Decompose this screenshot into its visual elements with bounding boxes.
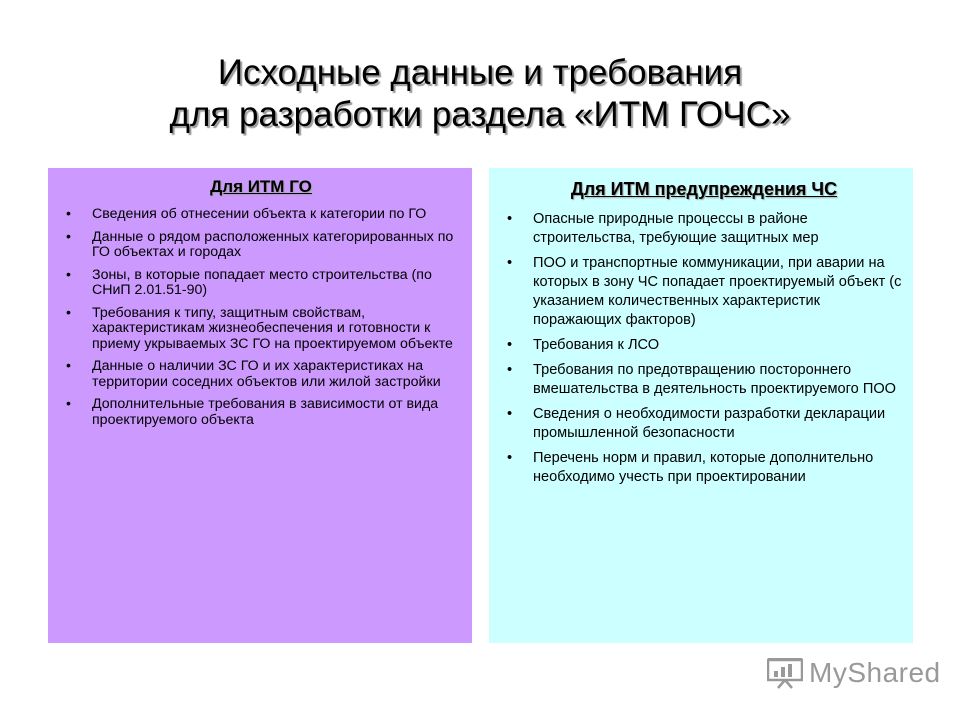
myshared-watermark — [767, 655, 941, 691]
list-item-text: Перечень норм и правил, которые дополнительно необходимо учесть при проектировании — [533, 450, 874, 485]
bullet-icon: • — [507, 337, 513, 353]
list-item — [505, 336, 903, 355]
list-item — [505, 449, 903, 487]
list-item-text: Требования по предотвращению постороннего вмешательства в деятельность проектируемого ПОО — [533, 362, 897, 397]
bullet-icon: • — [66, 206, 71, 222]
list-item — [64, 268, 458, 299]
list-item-text: Опасные природные процессы в районе строительства, требующие защитных мер — [533, 211, 819, 246]
bullet-icon: • — [66, 228, 71, 245]
bullet-icon: • — [66, 304, 71, 321]
title-line-1: Исходные данные и требования — [217, 53, 743, 92]
presentation-screen-icon — [767, 657, 803, 689]
list-item-text: Данные о рядом расположенных категорированных по ГО объектах и городах — [92, 228, 454, 260]
list-item — [64, 306, 458, 353]
bullet-icon: • — [507, 406, 513, 422]
list-item — [64, 207, 458, 223]
list-item — [64, 359, 458, 390]
list-item-text: Дополнительные требования в зависимости от вида проектируемого объекта — [92, 396, 439, 428]
list-item-text: Требования к ЛСО — [533, 337, 660, 353]
list-item — [64, 397, 458, 428]
bullet-icon: • — [66, 396, 71, 412]
slide-title — [0, 52, 960, 136]
panel-itm-go-list — [64, 207, 458, 428]
panel-itm-chs — [489, 168, 913, 643]
panel-itm-go — [48, 168, 472, 643]
panel-itm-chs-heading: Для ИТМ предупреждения ЧС — [570, 179, 838, 199]
watermark-text: MyShared — [809, 657, 941, 688]
list-item-text: Сведения об отнесении объекта к категории по ГО — [92, 206, 427, 222]
list-item-text: Данные о наличии ЗС ГО и их характеристиках на территории соседних объектов или жилой застройки — [92, 358, 441, 390]
bullet-icon: • — [507, 362, 513, 378]
bullet-icon: • — [507, 255, 513, 271]
list-item — [505, 210, 903, 248]
bullet-icon: • — [66, 358, 71, 374]
bullet-icon: • — [66, 266, 71, 283]
title-line-2: для разработки раздела «ИТМ ГОЧС» — [169, 95, 791, 134]
list-item — [505, 254, 903, 330]
list-item — [505, 405, 903, 443]
panel-itm-chs-list — [505, 210, 903, 487]
list-item — [64, 230, 458, 261]
bullet-icon: • — [507, 450, 513, 466]
list-item — [505, 361, 903, 399]
panel-itm-go-heading: Для ИТМ ГО — [210, 177, 312, 196]
list-item-text: ПОО и транспортные коммуникации, при аварии на которых в зону ЧС попадает проектируемый объект (с указанием количественных характеристик поражающих факторов) — [533, 255, 902, 328]
list-item-text: Сведения о необходимости разработки декларации промышленной безопасности — [533, 406, 886, 441]
list-item-text: Требования к типу, защитным свойствам, характеристикам жизнеобеспечения и готовности к приему укрываемых ЗС ГО на проектируемом объекте — [92, 304, 453, 352]
bullet-icon: • — [507, 211, 513, 227]
list-item-text: Зоны, в которые попадает место строительства (по СНиП 2.01.51-90) — [92, 266, 432, 298]
